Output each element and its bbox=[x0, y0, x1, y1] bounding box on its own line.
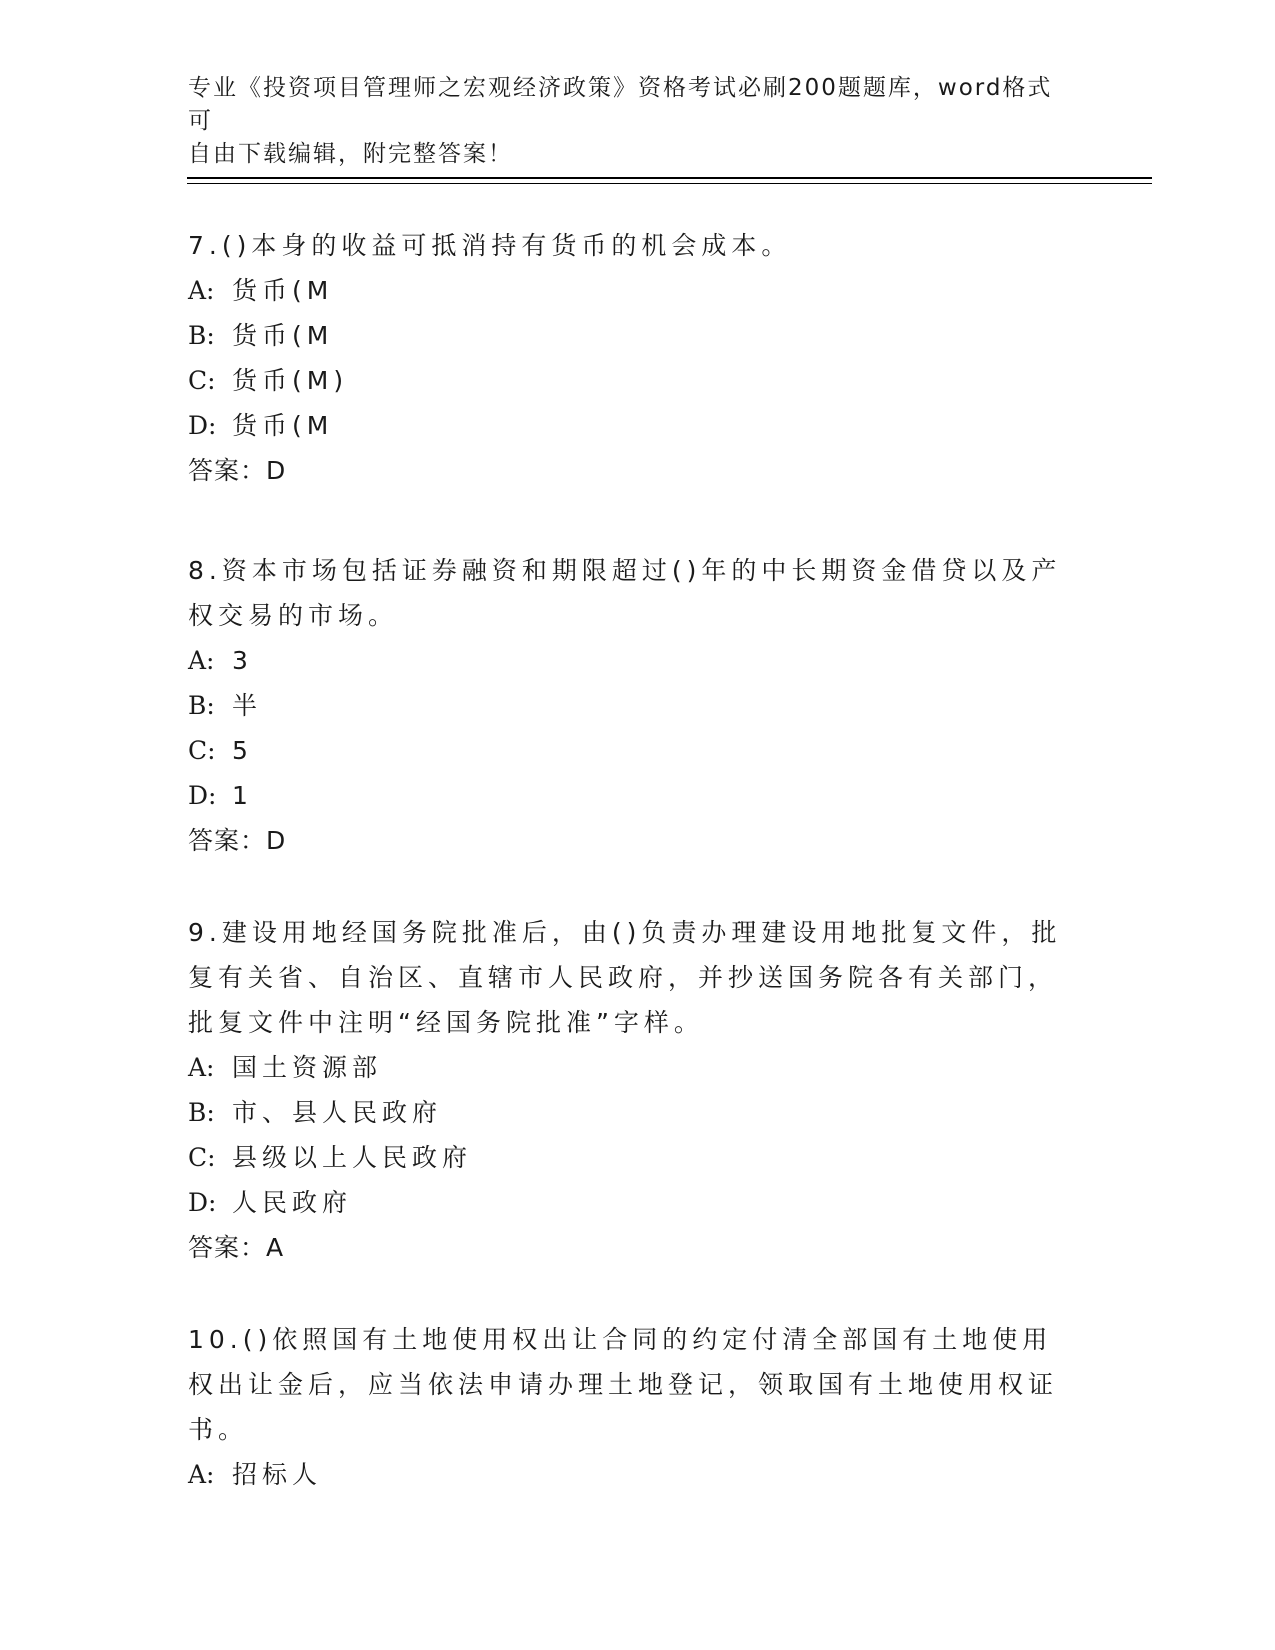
option-b: B: 半 bbox=[188, 691, 263, 720]
option-c: C: 县级以上人民政府 bbox=[188, 1143, 473, 1172]
option-d: D: 人民政府 bbox=[188, 1188, 353, 1217]
option-b: B: 货币(M bbox=[188, 321, 334, 350]
option-c: C: 货币(M) bbox=[188, 366, 349, 395]
header-line-2: 自由下载编辑，附完整答案！ bbox=[188, 141, 513, 167]
option-b: B: 市、县人民政府 bbox=[188, 1098, 443, 1127]
question-text: 8.资本市场包括证券融资和期限超过()年的中长期资金借贷以及产权交易的市场。 bbox=[188, 556, 1062, 630]
option-c: C: 5 bbox=[188, 736, 253, 765]
option-d: D: 1 bbox=[188, 781, 253, 810]
option-a: A: 3 bbox=[188, 646, 253, 675]
header-line-1: 专业《投资项目管理师之宏观经济政策》资格考试必刷200题题库，word格式可 bbox=[188, 75, 1053, 134]
document-header bbox=[188, 72, 1068, 171]
header-divider-thin bbox=[187, 183, 1152, 184]
question-9 bbox=[188, 910, 1078, 1270]
answer: 答案：A bbox=[188, 1233, 285, 1262]
question-text: 7.()本身的收益可抵消持有货币的机会成本。 bbox=[188, 231, 792, 260]
option-a: A: 货币(M bbox=[188, 276, 334, 305]
option-a: A: 国土资源部 bbox=[188, 1053, 383, 1082]
answer: 答案：D bbox=[188, 456, 287, 485]
option-d: D: 货币(M bbox=[188, 411, 334, 440]
header-divider-thick bbox=[187, 177, 1152, 179]
question-8 bbox=[188, 548, 1078, 863]
question-10 bbox=[188, 1317, 1078, 1497]
question-text: 10.()依照国有土地使用权出让合同的约定付清全部国有土地使用权出让金后，应当依法申请办理土地登记，领取国有土地使用权证书。 bbox=[188, 1325, 1059, 1444]
question-7 bbox=[188, 223, 1078, 493]
option-a: A: 招标人 bbox=[188, 1460, 323, 1489]
answer: 答案：D bbox=[188, 826, 287, 855]
question-text: 9.建设用地经国务院批准后，由()负责办理建设用地批复文件，批复有关省、自治区、直辖市人民政府，并抄送国务院各有关部门，批复文件中注明“经国务院批准”字样。 bbox=[188, 918, 1062, 1037]
